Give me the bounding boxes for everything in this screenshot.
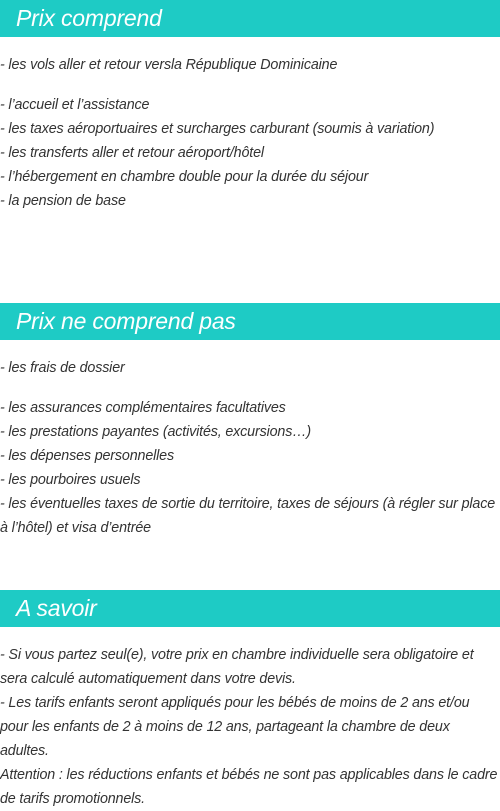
list-item: - les pourboires usuels (0, 472, 141, 488)
info-paragraph: - Les tarifs enfants seront appliqués pour les bébés de moins de 2 ans et/ou pour les enfants de 2 à moins de 12 ans, partageant la chambre de deux adultes. (0, 695, 470, 759)
included-list (0, 93, 500, 213)
list-item: - l’hébergement en chambre double pour la durée du séjour (0, 169, 369, 185)
excluded-first-item (0, 356, 500, 380)
list-item: - les dépenses personnelles (0, 448, 174, 464)
included-first-item (0, 53, 500, 77)
list-item: - les frais de dossier (0, 360, 125, 376)
list-item: - les prestations payantes (activités, excursions…) (0, 424, 311, 440)
excluded-list (0, 396, 500, 540)
list-item: - les taxes aéroportuaires et surcharges carburant (soumis à variation) (0, 121, 435, 137)
info-list (0, 643, 500, 811)
list-item: - la pension de base (0, 193, 126, 209)
section-title-prix-ne-comprend-pas: Prix ne comprend pas (0, 303, 500, 340)
list-item: - les éventuelles taxes de sortie du territoire, taxes de séjours (à régler sur place à l’hôtel) et visa d’entrée (0, 496, 496, 536)
list-item: - les vols aller et retour versla République Dominicaine (0, 57, 338, 73)
section-title-a-savoir: A savoir (0, 590, 500, 627)
list-item: - les assurances complémentaires facultatives (0, 400, 286, 416)
info-paragraph: Attention : les réductions enfants et bébés ne sont pas applicables dans le cadre de tarifs promotionnels. (0, 767, 498, 807)
list-item: - les transferts aller et retour aéroport/hôtel (0, 145, 264, 161)
info-paragraph: - Si vous partez seul(e), votre prix en chambre individuelle sera obligatoire et sera calculé automatiquement dans votre devis. (0, 647, 474, 687)
list-item: - l’accueil et l’assistance (0, 97, 150, 113)
section-title-prix-comprend: Prix comprend (0, 0, 500, 37)
